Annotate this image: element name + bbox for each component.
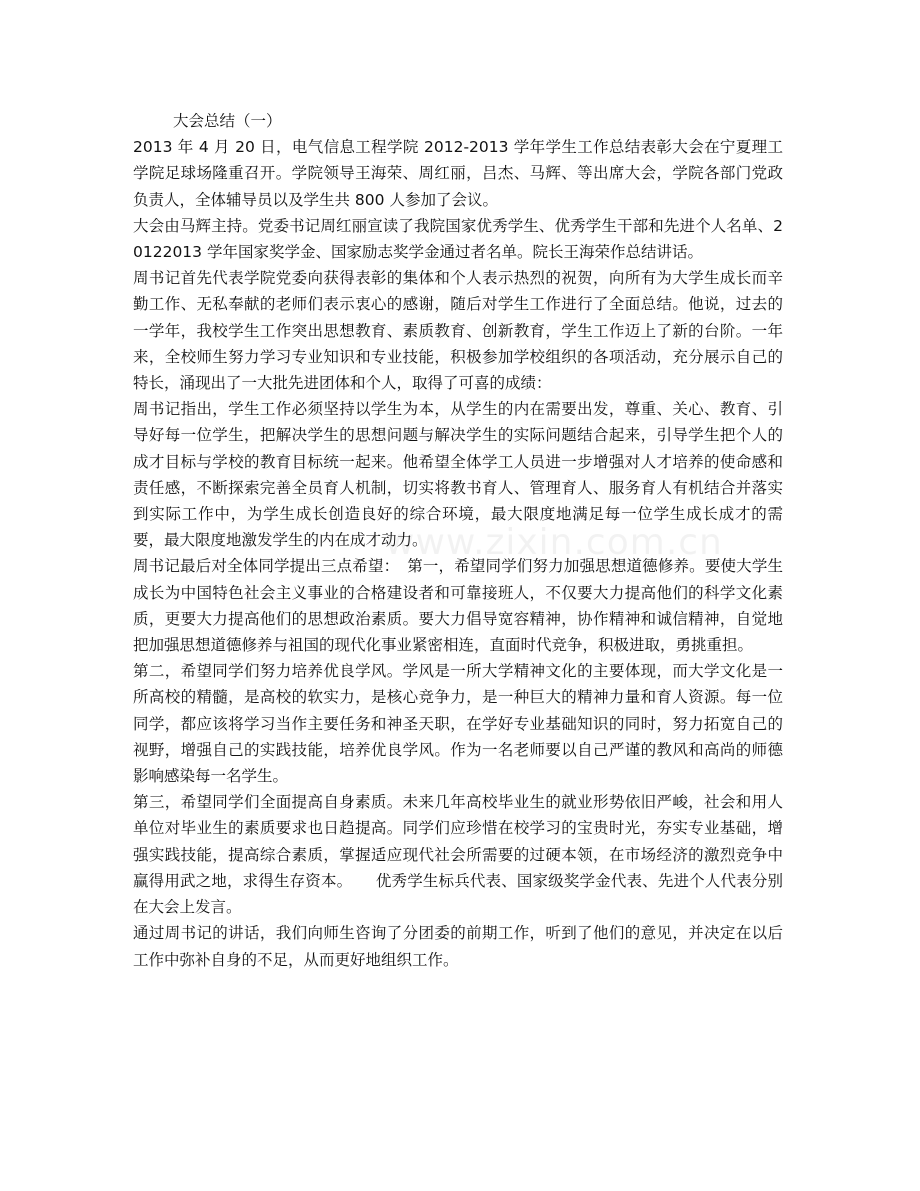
paragraph-8: 通过周书记的讲话，我们向师生咨询了分团委的前期工作，听到了他们的意见，并决定在以后工作中弥补自身的不足，从而更好地组织工作。 xyxy=(133,924,783,969)
document-title: 大会总结（一） xyxy=(173,112,282,130)
paragraph-2: 大会由马辉主持。党委书记周红丽宣读了我院国家优秀学生、优秀学生干部和先进个人名单、20122013 学年国家奖学金、国家励志奖学金通过者名单。院长王海荣作总结讲话。 xyxy=(133,216,783,262)
paragraph-7: 第三，希望同学们全面提高自身素质。未来几年高校毕业生的就业形势依旧严峻，社会和用人单位对毕业生的素质要求也日趋提高。同学们应珍惜在校学习的宝贵时光，夯实专业基础，增强实践技能，提高综合素质，掌握适应现代社会所需要的过硬本领，在市场经济的激烈竞争中赢得用武之地，求得生存资本。 优秀学生标兵代表、国家级奖学金代表、先进个人代表分别在大会上发言。 xyxy=(133,793,783,917)
paragraph-6: 第二，希望同学们努力培养优良学风。学风是一所大学精神文化的主要体现，而大学文化是一所高校的精髓，是高校的软实力，是核心竞争力，是一种巨大的精神力量和育人资源。每一位同学，都应该将学习当作主要任务和神圣天职，在学好专业基础知识的同时，努力拓宽自己的视野，增强自己的实践技能，培养优良学风。作为一名老师要以自己严谨的教风和高尚的师德影响感染每一名学生。 xyxy=(133,662,783,786)
document-body xyxy=(133,108,783,973)
watermark: www.zixin.com.cn xyxy=(385,522,723,563)
paragraph-1: 2013 年 4 月 20 日，电气信息工程学院 2012-2013 学年学生工作总结表彰大会在宁夏理工学院足球场隆重召开。学院领导王海荣、周红丽，吕杰、马辉、等出席大会，学院各部门党政负责人，全体辅导员以及学生共 800 人参加了会议。 xyxy=(133,138,783,209)
paragraph-5: 周书记最后对全体同学提出三点希望： 第一，希望同学们努力加强思想道德修养。要使大学生成长为中国特色社会主义事业的合格建设者和可靠接班人，不仅要大力提高他们的科学文化素质，更要大力提高他们的思想政治素质。要大力倡导宽容精神，协作精神和诚信精神，自觉地把加强思想道德修养与祖国的现代化事业紧密相连，直面时代竞争，积极进取，勇挑重担。 xyxy=(133,557,783,655)
paragraph-4: 周书记指出，学生工作必须坚持以学生为本，从学生的内在需要出发，尊重、关心、教育、引导好每一位学生，把解决学生的思想问题与解决学生的实际问题结合起来，引导学生把个人的成才目标与学校的教育目标统一起来。他希望全体学工人员进一步增强对人才培养的使命感和责任感，不断探索完善全员育人机制，切实将教书育人、管理育人、服务育人有机结合并落实到实际工作中，为学生成长创造良好的综合环境，最大限度地满足每一位学生成长成才的需要，最大限度地激发学生的内在成才动力。 xyxy=(133,400,783,550)
paragraph-3: 周书记首先代表学院党委向获得表彰的集体和个人表示热烈的祝贺，向所有为大学生成长而辛勤工作、无私奉献的老师们表示衷心的感谢，随后对学生工作进行了全面总结。他说，过去的一学年，我校学生工作突出思想教育、素质教育、创新教育，学生工作迈上了新的台阶。一年来，全校师生努力学习专业知识和专业技能，积极参加学校组织的各项活动，充分展示自己的特长，涌现出了一大批先进团体和个人，取得了可喜的成绩： xyxy=(133,269,783,393)
